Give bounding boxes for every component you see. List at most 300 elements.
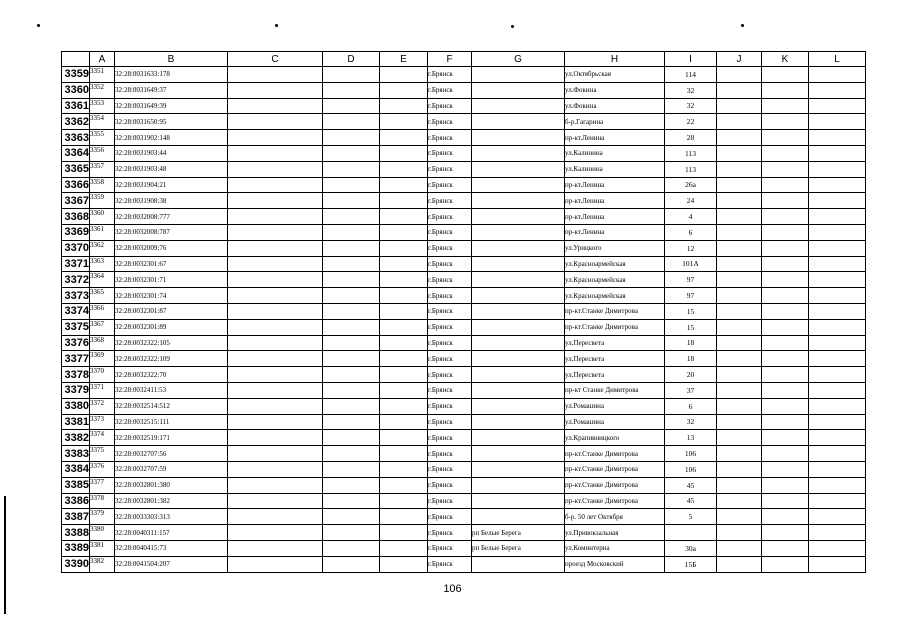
cell-i[interactable]: 15Б bbox=[665, 556, 717, 572]
cell-f[interactable]: г.Брянск bbox=[428, 382, 472, 398]
cell-c[interactable] bbox=[228, 193, 323, 209]
cell-j[interactable] bbox=[717, 114, 762, 130]
cell-k[interactable] bbox=[762, 525, 809, 541]
cell-d[interactable] bbox=[323, 414, 380, 430]
cell-c[interactable] bbox=[228, 256, 323, 272]
column-header[interactable]: H bbox=[565, 52, 665, 67]
cell-c[interactable] bbox=[228, 382, 323, 398]
cell-h[interactable]: ул.Красноармейская bbox=[565, 272, 665, 288]
cell-k[interactable] bbox=[762, 209, 809, 225]
cell-k[interactable] bbox=[762, 303, 809, 319]
cell-e[interactable] bbox=[380, 67, 428, 83]
row-number[interactable]: 3380 bbox=[62, 398, 90, 414]
cell-f[interactable]: г.Брянск bbox=[428, 161, 472, 177]
cell-h[interactable]: пр-кт.Ленина bbox=[565, 224, 665, 240]
cell-j[interactable] bbox=[717, 303, 762, 319]
cell-j[interactable] bbox=[717, 272, 762, 288]
cell-h[interactable]: пр-кт.Станке Димитрова bbox=[565, 303, 665, 319]
cell-d[interactable] bbox=[323, 509, 380, 525]
cell-e[interactable] bbox=[380, 161, 428, 177]
cell-e[interactable] bbox=[380, 509, 428, 525]
cell-l[interactable] bbox=[809, 509, 866, 525]
cell-b[interactable]: 32:28:0032301:87 bbox=[115, 303, 228, 319]
cell-a[interactable]: 3354 bbox=[90, 114, 115, 130]
cell-h[interactable]: ул.Коминтерна bbox=[565, 540, 665, 556]
cell-i[interactable]: 32 bbox=[665, 82, 717, 98]
cell-e[interactable] bbox=[380, 224, 428, 240]
cell-e[interactable] bbox=[380, 209, 428, 225]
cell-l[interactable] bbox=[809, 193, 866, 209]
cell-h[interactable]: пр-кт.Ленина bbox=[565, 130, 665, 146]
cell-h[interactable]: пр-кт.Ленина bbox=[565, 209, 665, 225]
cell-f[interactable]: г.Брянск bbox=[428, 430, 472, 446]
cell-f[interactable]: г.Брянск bbox=[428, 145, 472, 161]
cell-g[interactable] bbox=[472, 130, 565, 146]
row-number[interactable]: 3369 bbox=[62, 224, 90, 240]
cell-e[interactable] bbox=[380, 319, 428, 335]
cell-c[interactable] bbox=[228, 98, 323, 114]
cell-b[interactable]: 32:28:0031903:44 bbox=[115, 145, 228, 161]
cell-a[interactable]: 3365 bbox=[90, 288, 115, 304]
cell-d[interactable] bbox=[323, 67, 380, 83]
cell-b[interactable]: 32:28:0032707:56 bbox=[115, 446, 228, 462]
cell-c[interactable] bbox=[228, 288, 323, 304]
cell-k[interactable] bbox=[762, 398, 809, 414]
cell-a[interactable]: 3353 bbox=[90, 98, 115, 114]
cell-a[interactable]: 3380 bbox=[90, 525, 115, 541]
cell-h[interactable]: ул.Урицкого bbox=[565, 240, 665, 256]
cell-l[interactable] bbox=[809, 382, 866, 398]
cell-j[interactable] bbox=[717, 256, 762, 272]
cell-e[interactable] bbox=[380, 98, 428, 114]
cell-g[interactable] bbox=[472, 193, 565, 209]
cell-j[interactable] bbox=[717, 224, 762, 240]
cell-j[interactable] bbox=[717, 145, 762, 161]
cell-a[interactable]: 3376 bbox=[90, 461, 115, 477]
cell-j[interactable] bbox=[717, 161, 762, 177]
cell-a[interactable]: 3370 bbox=[90, 367, 115, 383]
cell-a[interactable]: 3382 bbox=[90, 556, 115, 572]
cell-l[interactable] bbox=[809, 98, 866, 114]
cell-f[interactable]: г.Брянск bbox=[428, 525, 472, 541]
cell-a[interactable]: 3361 bbox=[90, 224, 115, 240]
cell-k[interactable] bbox=[762, 556, 809, 572]
cell-e[interactable] bbox=[380, 335, 428, 351]
cell-a[interactable]: 3375 bbox=[90, 446, 115, 462]
cell-c[interactable] bbox=[228, 335, 323, 351]
row-number[interactable]: 3368 bbox=[62, 209, 90, 225]
cell-f[interactable]: г.Брянск bbox=[428, 398, 472, 414]
cell-k[interactable] bbox=[762, 67, 809, 83]
cell-k[interactable] bbox=[762, 430, 809, 446]
cell-c[interactable] bbox=[228, 130, 323, 146]
cell-l[interactable] bbox=[809, 398, 866, 414]
cell-i[interactable]: 26а bbox=[665, 177, 717, 193]
cell-i[interactable]: 114 bbox=[665, 67, 717, 83]
cell-e[interactable] bbox=[380, 288, 428, 304]
cell-l[interactable] bbox=[809, 130, 866, 146]
cell-d[interactable] bbox=[323, 398, 380, 414]
cell-k[interactable] bbox=[762, 256, 809, 272]
cell-g[interactable] bbox=[472, 224, 565, 240]
cell-c[interactable] bbox=[228, 493, 323, 509]
cell-d[interactable] bbox=[323, 493, 380, 509]
corner-header[interactable] bbox=[62, 52, 90, 67]
cell-c[interactable] bbox=[228, 303, 323, 319]
cell-f[interactable]: г.Брянск bbox=[428, 67, 472, 83]
cell-b[interactable]: 32:28:0031904:21 bbox=[115, 177, 228, 193]
cell-c[interactable] bbox=[228, 461, 323, 477]
row-number[interactable]: 3390 bbox=[62, 556, 90, 572]
cell-i[interactable]: 15 bbox=[665, 303, 717, 319]
cell-g[interactable] bbox=[472, 430, 565, 446]
cell-i[interactable]: 22 bbox=[665, 114, 717, 130]
cell-b[interactable]: 32:28:0032009:76 bbox=[115, 240, 228, 256]
cell-j[interactable] bbox=[717, 525, 762, 541]
cell-j[interactable] bbox=[717, 461, 762, 477]
cell-l[interactable] bbox=[809, 461, 866, 477]
cell-e[interactable] bbox=[380, 446, 428, 462]
cell-e[interactable] bbox=[380, 398, 428, 414]
cell-g[interactable] bbox=[472, 67, 565, 83]
cell-k[interactable] bbox=[762, 477, 809, 493]
cell-l[interactable] bbox=[809, 430, 866, 446]
row-number[interactable]: 3362 bbox=[62, 114, 90, 130]
cell-h[interactable]: ул.Октябрьская bbox=[565, 67, 665, 83]
cell-a[interactable]: 3363 bbox=[90, 256, 115, 272]
cell-b[interactable]: 32:28:0033303:313 bbox=[115, 509, 228, 525]
cell-a[interactable]: 3355 bbox=[90, 130, 115, 146]
cell-d[interactable] bbox=[323, 540, 380, 556]
cell-i[interactable]: 97 bbox=[665, 272, 717, 288]
cell-l[interactable] bbox=[809, 319, 866, 335]
cell-h[interactable]: ул.Пересвета bbox=[565, 335, 665, 351]
cell-h[interactable]: ул.Калинина bbox=[565, 161, 665, 177]
cell-h[interactable]: ул.Привокзальная bbox=[565, 525, 665, 541]
cell-g[interactable]: рп Белые Берега bbox=[472, 525, 565, 541]
cell-h[interactable]: ул.Крапивницкого bbox=[565, 430, 665, 446]
row-number[interactable]: 3384 bbox=[62, 461, 90, 477]
cell-f[interactable]: г.Брянск bbox=[428, 493, 472, 509]
cell-a[interactable]: 3381 bbox=[90, 540, 115, 556]
cell-j[interactable] bbox=[717, 98, 762, 114]
cell-f[interactable]: г.Брянск bbox=[428, 209, 472, 225]
cell-e[interactable] bbox=[380, 114, 428, 130]
cell-k[interactable] bbox=[762, 493, 809, 509]
cell-c[interactable] bbox=[228, 224, 323, 240]
cell-h[interactable]: пр-кт.Станке Димитрова bbox=[565, 493, 665, 509]
cell-c[interactable] bbox=[228, 414, 323, 430]
cell-a[interactable]: 3379 bbox=[90, 509, 115, 525]
cell-h[interactable]: пр-кт.Ленина bbox=[565, 193, 665, 209]
cell-j[interactable] bbox=[717, 209, 762, 225]
cell-k[interactable] bbox=[762, 114, 809, 130]
cell-g[interactable] bbox=[472, 335, 565, 351]
cell-d[interactable] bbox=[323, 319, 380, 335]
cell-g[interactable] bbox=[472, 509, 565, 525]
row-number[interactable]: 3376 bbox=[62, 335, 90, 351]
cell-c[interactable] bbox=[228, 367, 323, 383]
cell-l[interactable] bbox=[809, 256, 866, 272]
cell-j[interactable] bbox=[717, 335, 762, 351]
cell-l[interactable] bbox=[809, 209, 866, 225]
cell-d[interactable] bbox=[323, 161, 380, 177]
cell-k[interactable] bbox=[762, 540, 809, 556]
cell-h[interactable]: ул.Ромашина bbox=[565, 398, 665, 414]
cell-i[interactable]: 97 bbox=[665, 288, 717, 304]
cell-f[interactable]: г.Брянск bbox=[428, 130, 472, 146]
cell-c[interactable] bbox=[228, 272, 323, 288]
cell-d[interactable] bbox=[323, 224, 380, 240]
cell-a[interactable]: 3352 bbox=[90, 82, 115, 98]
row-number[interactable]: 3379 bbox=[62, 382, 90, 398]
cell-j[interactable] bbox=[717, 193, 762, 209]
cell-g[interactable] bbox=[472, 414, 565, 430]
row-number[interactable]: 3367 bbox=[62, 193, 90, 209]
cell-a[interactable]: 3368 bbox=[90, 335, 115, 351]
cell-j[interactable] bbox=[717, 288, 762, 304]
column-header[interactable]: C bbox=[228, 52, 323, 67]
cell-f[interactable]: г.Брянск bbox=[428, 98, 472, 114]
cell-e[interactable] bbox=[380, 382, 428, 398]
cell-d[interactable] bbox=[323, 193, 380, 209]
cell-f[interactable]: г.Брянск bbox=[428, 461, 472, 477]
cell-a[interactable]: 3367 bbox=[90, 319, 115, 335]
cell-a[interactable]: 3356 bbox=[90, 145, 115, 161]
cell-c[interactable] bbox=[228, 525, 323, 541]
cell-e[interactable] bbox=[380, 430, 428, 446]
cell-a[interactable]: 3369 bbox=[90, 351, 115, 367]
cell-k[interactable] bbox=[762, 335, 809, 351]
cell-b[interactable]: 32:28:0031903:48 bbox=[115, 161, 228, 177]
row-number[interactable]: 3388 bbox=[62, 525, 90, 541]
cell-h[interactable]: пр-кт.Станке Димитрова bbox=[565, 461, 665, 477]
cell-a[interactable]: 3358 bbox=[90, 177, 115, 193]
cell-i[interactable]: 113 bbox=[665, 161, 717, 177]
cell-f[interactable]: г.Брянск bbox=[428, 540, 472, 556]
cell-d[interactable] bbox=[323, 525, 380, 541]
cell-g[interactable] bbox=[472, 177, 565, 193]
cell-k[interactable] bbox=[762, 240, 809, 256]
cell-j[interactable] bbox=[717, 82, 762, 98]
row-number[interactable]: 3370 bbox=[62, 240, 90, 256]
cell-g[interactable] bbox=[472, 367, 565, 383]
cell-f[interactable]: г.Брянск bbox=[428, 556, 472, 572]
cell-h[interactable]: б-р. 50 лет Октября bbox=[565, 509, 665, 525]
cell-e[interactable] bbox=[380, 351, 428, 367]
cell-g[interactable] bbox=[472, 288, 565, 304]
cell-g[interactable] bbox=[472, 556, 565, 572]
cell-e[interactable] bbox=[380, 414, 428, 430]
cell-e[interactable] bbox=[380, 130, 428, 146]
cell-j[interactable] bbox=[717, 493, 762, 509]
cell-k[interactable] bbox=[762, 382, 809, 398]
cell-h[interactable]: ул.Калинина bbox=[565, 145, 665, 161]
column-header[interactable]: E bbox=[380, 52, 428, 67]
row-number[interactable]: 3375 bbox=[62, 319, 90, 335]
cell-h[interactable]: б-р.Гагарина bbox=[565, 114, 665, 130]
cell-k[interactable] bbox=[762, 145, 809, 161]
cell-l[interactable] bbox=[809, 493, 866, 509]
cell-k[interactable] bbox=[762, 414, 809, 430]
cell-c[interactable] bbox=[228, 477, 323, 493]
cell-i[interactable]: 28 bbox=[665, 130, 717, 146]
cell-e[interactable] bbox=[380, 82, 428, 98]
cell-j[interactable] bbox=[717, 319, 762, 335]
cell-d[interactable] bbox=[323, 240, 380, 256]
row-number[interactable]: 3359 bbox=[62, 67, 90, 83]
cell-k[interactable] bbox=[762, 367, 809, 383]
cell-e[interactable] bbox=[380, 540, 428, 556]
cell-c[interactable] bbox=[228, 398, 323, 414]
cell-b[interactable]: 32:28:0031649:37 bbox=[115, 82, 228, 98]
cell-e[interactable] bbox=[380, 256, 428, 272]
cell-g[interactable] bbox=[472, 382, 565, 398]
cell-k[interactable] bbox=[762, 446, 809, 462]
cell-e[interactable] bbox=[380, 493, 428, 509]
cell-k[interactable] bbox=[762, 288, 809, 304]
cell-b[interactable]: 32:28:0031649:39 bbox=[115, 98, 228, 114]
row-number[interactable]: 3383 bbox=[62, 446, 90, 462]
cell-j[interactable] bbox=[717, 540, 762, 556]
cell-l[interactable] bbox=[809, 540, 866, 556]
cell-d[interactable] bbox=[323, 367, 380, 383]
cell-a[interactable]: 3371 bbox=[90, 382, 115, 398]
cell-k[interactable] bbox=[762, 193, 809, 209]
cell-l[interactable] bbox=[809, 224, 866, 240]
cell-i[interactable]: 113 bbox=[665, 145, 717, 161]
cell-j[interactable] bbox=[717, 509, 762, 525]
cell-c[interactable] bbox=[228, 240, 323, 256]
cell-a[interactable]: 3360 bbox=[90, 209, 115, 225]
cell-a[interactable]: 3364 bbox=[90, 272, 115, 288]
cell-g[interactable] bbox=[472, 209, 565, 225]
cell-f[interactable]: г.Брянск bbox=[428, 288, 472, 304]
cell-k[interactable] bbox=[762, 461, 809, 477]
cell-d[interactable] bbox=[323, 335, 380, 351]
cell-f[interactable]: г.Брянск bbox=[428, 446, 472, 462]
cell-i[interactable]: 6 bbox=[665, 398, 717, 414]
cell-j[interactable] bbox=[717, 446, 762, 462]
cell-k[interactable] bbox=[762, 130, 809, 146]
column-header[interactable]: G bbox=[472, 52, 565, 67]
cell-c[interactable] bbox=[228, 446, 323, 462]
cell-i[interactable]: 32 bbox=[665, 414, 717, 430]
cell-f[interactable]: г.Брянск bbox=[428, 177, 472, 193]
cell-e[interactable] bbox=[380, 145, 428, 161]
cell-g[interactable] bbox=[472, 398, 565, 414]
cell-i[interactable] bbox=[665, 525, 717, 541]
cell-e[interactable] bbox=[380, 367, 428, 383]
cell-b[interactable]: 32:28:0032411:53 bbox=[115, 382, 228, 398]
cell-g[interactable] bbox=[472, 114, 565, 130]
cell-h[interactable]: ул.Пересвета bbox=[565, 351, 665, 367]
column-header[interactable]: I bbox=[665, 52, 717, 67]
cell-b[interactable]: 32:28:0031902:148 bbox=[115, 130, 228, 146]
cell-c[interactable] bbox=[228, 67, 323, 83]
cell-i[interactable]: 45 bbox=[665, 477, 717, 493]
row-number[interactable]: 3374 bbox=[62, 303, 90, 319]
column-header[interactable]: J bbox=[717, 52, 762, 67]
row-number[interactable]: 3366 bbox=[62, 177, 90, 193]
cell-b[interactable]: 32:28:0032301:74 bbox=[115, 288, 228, 304]
column-header[interactable]: A bbox=[90, 52, 115, 67]
cell-i[interactable]: 106 bbox=[665, 461, 717, 477]
cell-d[interactable] bbox=[323, 130, 380, 146]
cell-e[interactable] bbox=[380, 461, 428, 477]
cell-l[interactable] bbox=[809, 351, 866, 367]
cell-f[interactable]: г.Брянск bbox=[428, 477, 472, 493]
cell-b[interactable]: 32:28:0040311:157 bbox=[115, 525, 228, 541]
cell-l[interactable] bbox=[809, 367, 866, 383]
column-header[interactable]: B bbox=[115, 52, 228, 67]
row-number[interactable]: 3364 bbox=[62, 145, 90, 161]
cell-i[interactable]: 30а bbox=[665, 540, 717, 556]
cell-l[interactable] bbox=[809, 446, 866, 462]
cell-f[interactable]: г.Брянск bbox=[428, 319, 472, 335]
row-number[interactable]: 3378 bbox=[62, 367, 90, 383]
cell-h[interactable]: ул.Ромашина bbox=[565, 414, 665, 430]
cell-l[interactable] bbox=[809, 82, 866, 98]
cell-f[interactable]: г.Брянск bbox=[428, 193, 472, 209]
cell-f[interactable]: г.Брянск bbox=[428, 335, 472, 351]
cell-i[interactable]: 45 bbox=[665, 493, 717, 509]
row-number[interactable]: 3371 bbox=[62, 256, 90, 272]
cell-j[interactable] bbox=[717, 177, 762, 193]
cell-l[interactable] bbox=[809, 556, 866, 572]
cell-j[interactable] bbox=[717, 430, 762, 446]
cell-l[interactable] bbox=[809, 414, 866, 430]
cell-a[interactable]: 3359 bbox=[90, 193, 115, 209]
cell-j[interactable] bbox=[717, 67, 762, 83]
cell-h[interactable]: проезд Московский bbox=[565, 556, 665, 572]
cell-g[interactable] bbox=[472, 82, 565, 98]
cell-b[interactable]: 32:28:0032514:512 bbox=[115, 398, 228, 414]
cell-b[interactable]: 32:28:0031650:95 bbox=[115, 114, 228, 130]
cell-j[interactable] bbox=[717, 398, 762, 414]
column-header[interactable]: F bbox=[428, 52, 472, 67]
cell-b[interactable]: 32:28:0032801:380 bbox=[115, 477, 228, 493]
cell-c[interactable] bbox=[228, 540, 323, 556]
cell-d[interactable] bbox=[323, 256, 380, 272]
cell-k[interactable] bbox=[762, 351, 809, 367]
cell-c[interactable] bbox=[228, 145, 323, 161]
cell-c[interactable] bbox=[228, 556, 323, 572]
column-header[interactable]: D bbox=[323, 52, 380, 67]
cell-f[interactable]: г.Брянск bbox=[428, 224, 472, 240]
cell-b[interactable]: 32:28:0040415:73 bbox=[115, 540, 228, 556]
cell-h[interactable]: пр-кт.Ленина bbox=[565, 177, 665, 193]
cell-g[interactable] bbox=[472, 98, 565, 114]
cell-d[interactable] bbox=[323, 477, 380, 493]
cell-a[interactable]: 3373 bbox=[90, 414, 115, 430]
cell-l[interactable] bbox=[809, 145, 866, 161]
cell-b[interactable]: 32:28:0031633:178 bbox=[115, 67, 228, 83]
cell-k[interactable] bbox=[762, 509, 809, 525]
cell-k[interactable] bbox=[762, 177, 809, 193]
cell-g[interactable] bbox=[472, 477, 565, 493]
cell-i[interactable]: 106 bbox=[665, 446, 717, 462]
row-number[interactable]: 3381 bbox=[62, 414, 90, 430]
cell-c[interactable] bbox=[228, 430, 323, 446]
cell-b[interactable]: 32:28:0032801:382 bbox=[115, 493, 228, 509]
cell-j[interactable] bbox=[717, 351, 762, 367]
cell-g[interactable] bbox=[472, 461, 565, 477]
cell-f[interactable]: г.Брянск bbox=[428, 509, 472, 525]
row-number[interactable]: 3377 bbox=[62, 351, 90, 367]
cell-h[interactable]: ул.Фокина bbox=[565, 82, 665, 98]
cell-d[interactable] bbox=[323, 272, 380, 288]
